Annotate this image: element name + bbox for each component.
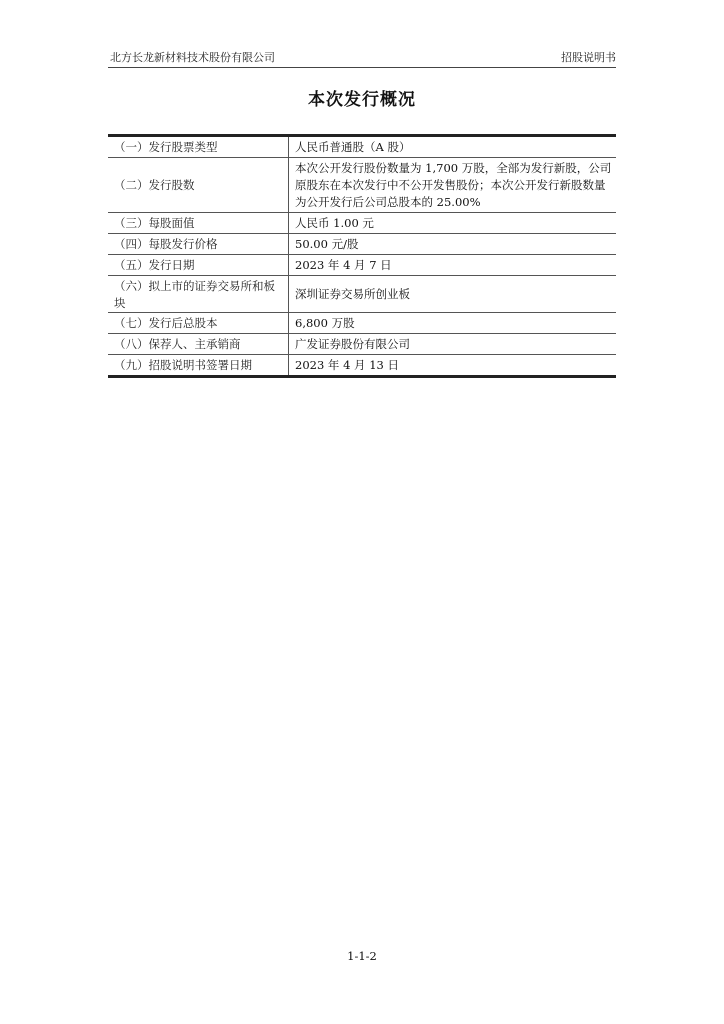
row-value-stock-type: 人民币普通股（A 股） xyxy=(295,140,411,154)
header-document-type: 招股说明书 xyxy=(561,51,616,64)
table-row xyxy=(108,355,616,377)
row-value-share-count: 本次公开发行股份数量为 1,700 万股，全部为发行新股，公司原股东在本次发行中不公开发售股份；本次公开发行新股数量为公开发行后公司总股本的 25.00% xyxy=(289,158,617,213)
row-label-issue-date: （五）发行日期 xyxy=(108,255,289,276)
row-value-issue-price: 50.00 元/股 xyxy=(289,234,617,255)
header-divider xyxy=(108,67,616,68)
row-label-sponsor: （八）保荐人、主承销商 xyxy=(108,334,289,355)
row-label-issue-price: （四）每股发行价格 xyxy=(108,234,289,255)
row-label-exchange-board: （六）拟上市的证券交易所和板块 xyxy=(108,276,289,313)
table-row xyxy=(108,158,616,213)
row-label-stock-type: （一）发行股票类型 xyxy=(108,136,289,158)
page-title: 本次发行概况 xyxy=(308,90,416,110)
row-value-sponsor: 广发证券股份有限公司 xyxy=(289,334,617,355)
row-value-total-shares: 6,800 万股 xyxy=(289,313,617,334)
row-value-par-value: 人民币 1.00 元 xyxy=(289,213,617,234)
table-row xyxy=(108,334,616,355)
table-row xyxy=(108,276,616,313)
table-row xyxy=(108,255,616,276)
row-label-signing-date: （九）招股说明书签署日期 xyxy=(108,355,289,377)
row-value-signing-date: 2023 年 4 月 13 日 xyxy=(289,355,617,377)
row-value-issue-date: 2023 年 4 月 7 日 xyxy=(289,255,617,276)
table-row xyxy=(108,213,616,234)
row-label-total-shares: （七）发行后总股本 xyxy=(108,313,289,334)
page-header xyxy=(108,50,616,66)
page-number: 1-1-2 xyxy=(347,949,377,963)
offering-overview-table xyxy=(108,134,616,378)
row-label-par-value: （三）每股面值 xyxy=(108,213,289,234)
table-row xyxy=(108,136,616,158)
row-label-share-count: （二）发行股数 xyxy=(108,158,289,213)
table-row xyxy=(108,313,616,334)
table-row xyxy=(108,234,616,255)
header-company-name: 北方长龙新材料技术股份有限公司 xyxy=(110,51,275,64)
row-value-exchange-board: 深圳证券交易所创业板 xyxy=(289,276,617,313)
